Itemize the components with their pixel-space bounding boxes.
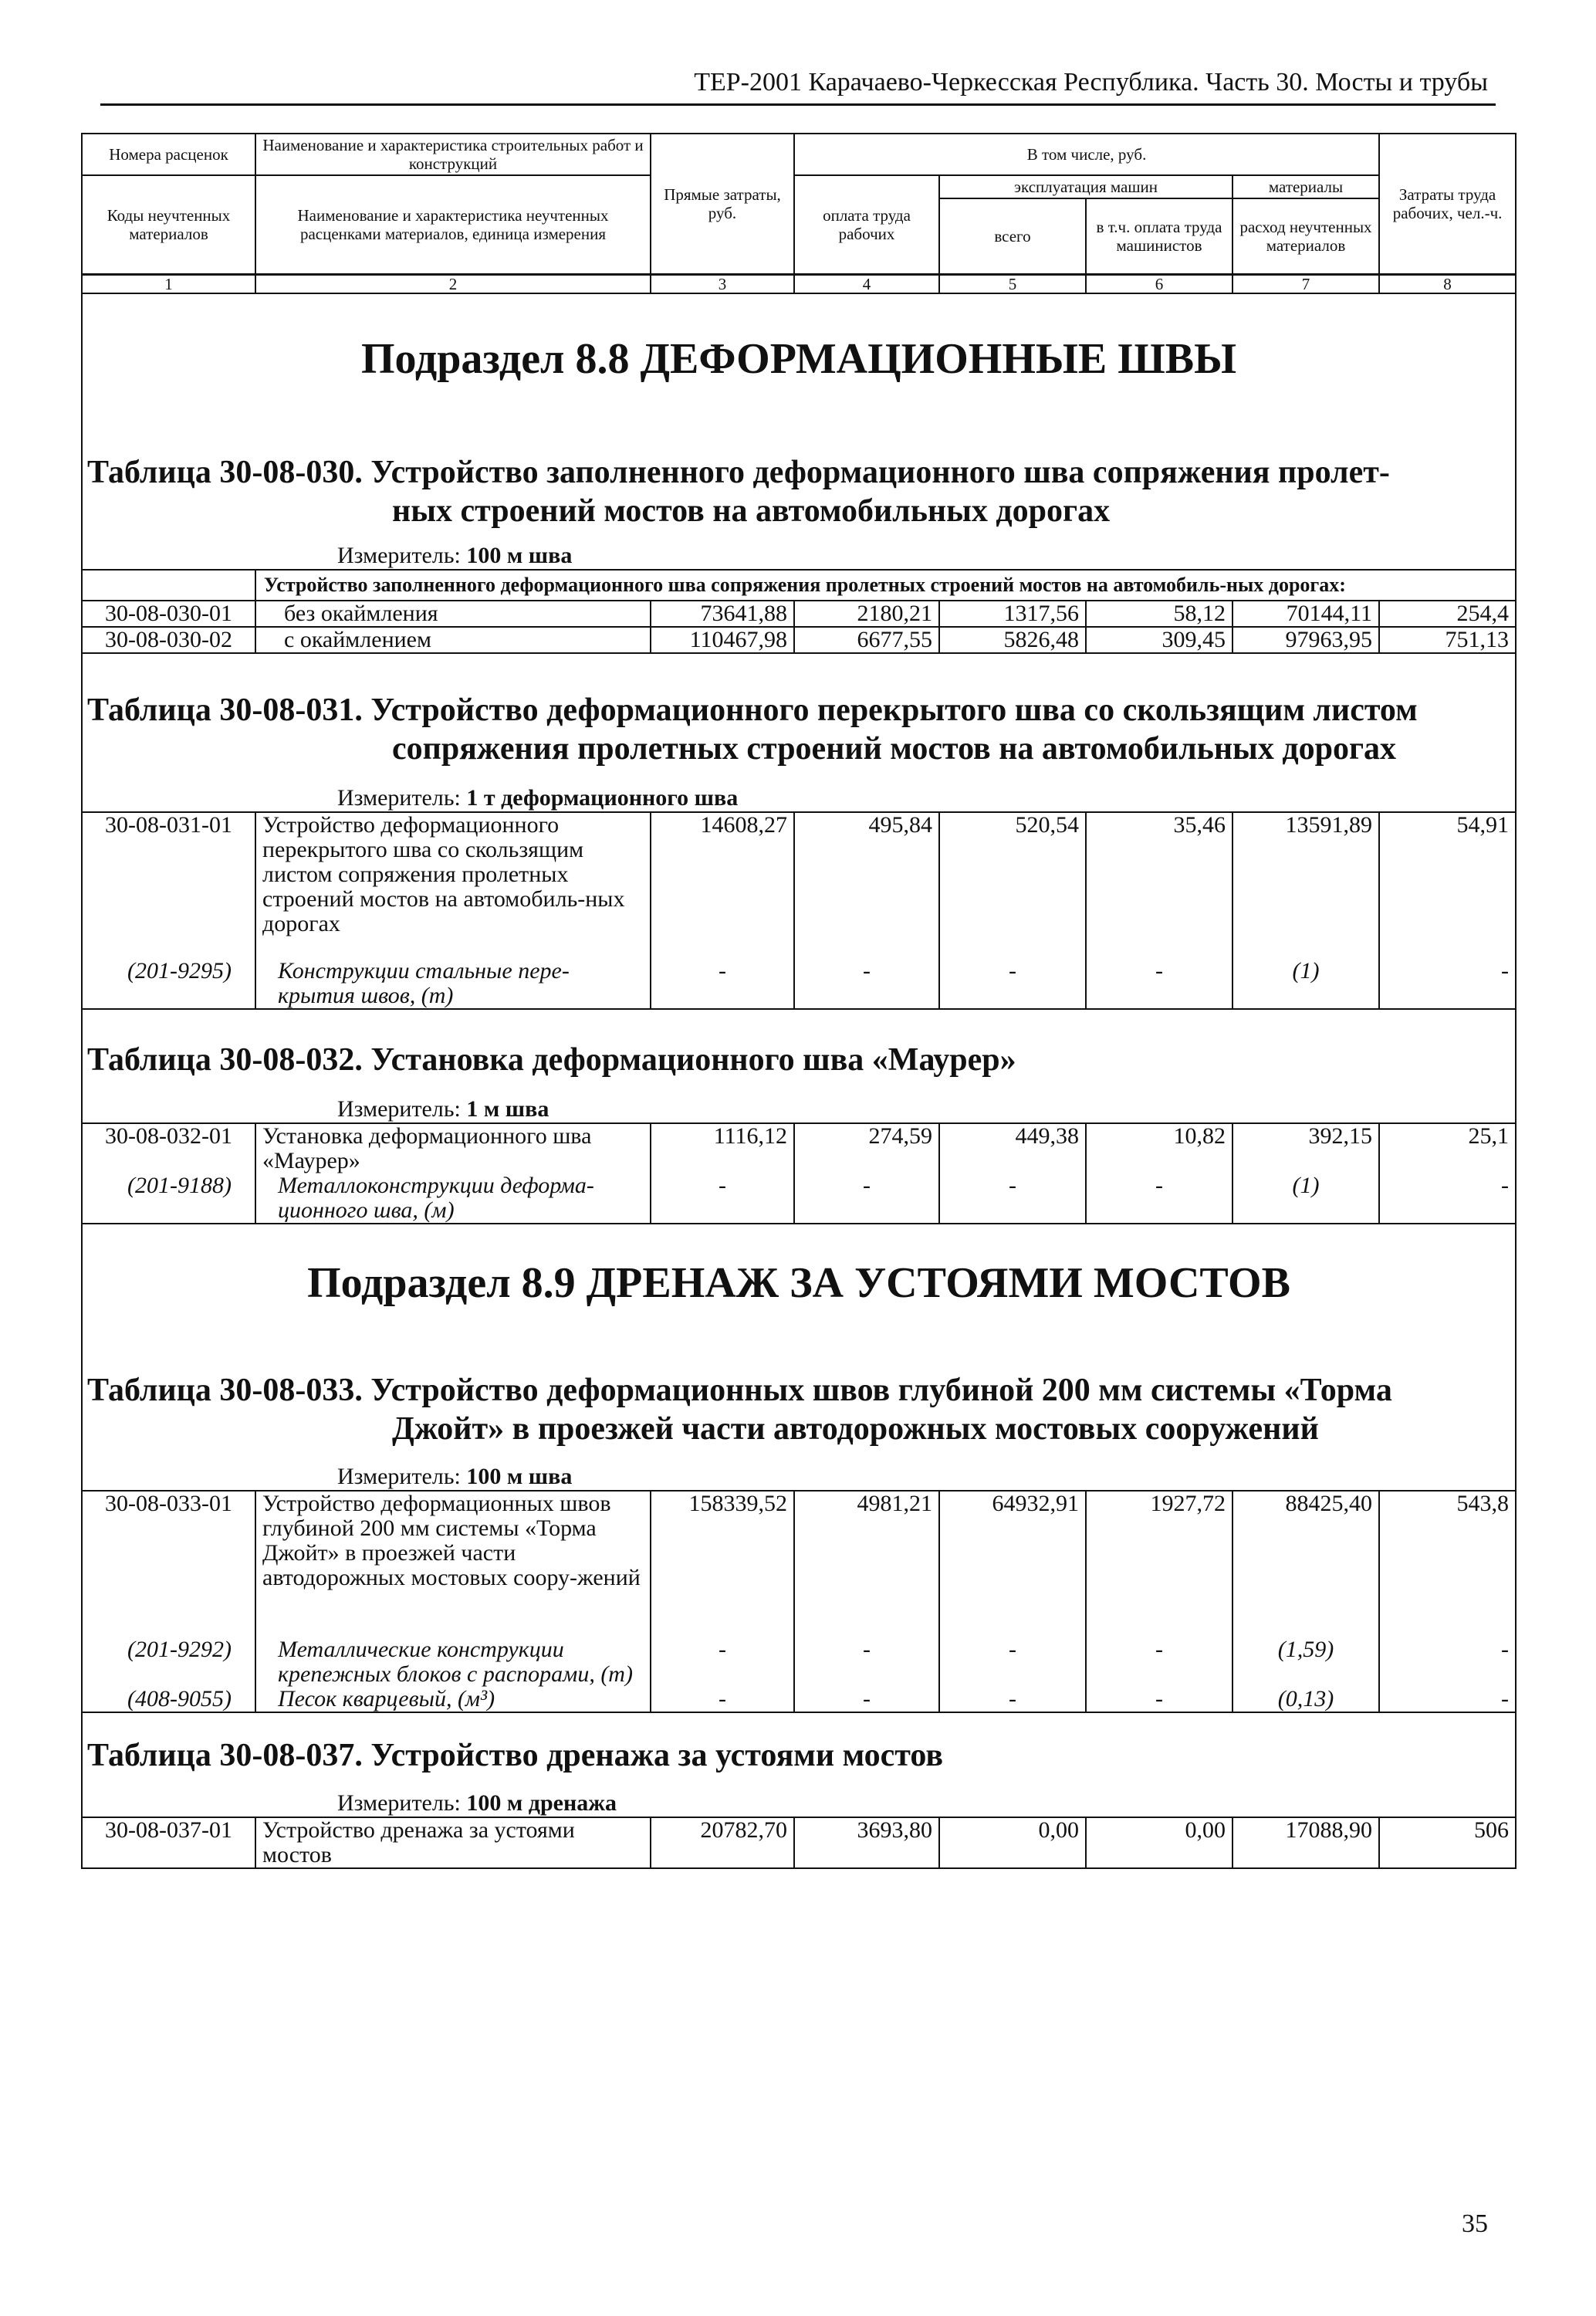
direct-costs: 158339,52 [651,1491,794,1637]
table-title [82,1712,1516,1781]
subheading: Устройство заполненного деформационного шва сопряжения пролетных строений мостов на автомобиль-ных дорогах: [255,570,1516,601]
table-title [82,1348,1516,1454]
resource-row [82,1637,1516,1687]
table-row [82,627,1516,653]
table-label: Таблица 30-08-031. [87,692,363,728]
materials: 17088,90 [1233,1817,1379,1868]
machines-wages: 10,82 [1086,1123,1233,1173]
table-title-line-1: Устройство заполненного деформационного шва сопряжения пролет- [370,454,1390,490]
measure-row [82,1454,1516,1491]
rate-name: Устройство деформационного перекрытого шва со скользящим листом сопряжения пролетных строений мостов на автомобиль-ных дорогах [255,812,651,959]
measure-label: Измеритель: [337,1789,461,1816]
labor: - [1379,1637,1516,1687]
header-name-bottom: Наименование и характеристика неучтенных расценками материалов, единица измерения [255,175,651,274]
wages: 495,84 [794,812,939,959]
machines-wages: 1927,72 [1086,1491,1233,1637]
rate-name: Устройство деформационных швов глубиной 200 мм системы «Торма Джойт» в проезжей части автодорожных мостовых соору-жений [255,1491,651,1637]
machines-total: 0,00 [939,1817,1086,1868]
table-label: Таблица 30-08-037. [87,1737,363,1773]
resource-row [82,959,1516,1009]
rate-code: 30-08-033-01 [82,1491,255,1637]
wages: 4981,21 [794,1491,939,1637]
table-row [82,1491,1516,1637]
col-num: 2 [255,274,651,293]
table-row [82,1817,1516,1868]
table-row [82,1123,1516,1173]
measure-label: Измеритель: [337,1463,461,1489]
col-num: 3 [651,274,794,293]
rate-code: 30-08-030-02 [82,627,255,653]
header-group: В том числе, руб. [794,134,1379,175]
machines-wages: 35,46 [1086,812,1233,959]
resource-code: (201-9292) [82,1637,255,1687]
machines-total: - [939,1173,1086,1224]
machines-total: 449,38 [939,1123,1086,1173]
resource-code: (201-9295) [82,959,255,1009]
materials: 88425,40 [1233,1491,1379,1637]
rate-name: Установка деформационного шва «Маурер» [255,1123,651,1173]
wages: - [794,1637,939,1687]
machines-wages: 58,12 [1086,601,1233,627]
machines-wages: 0,00 [1086,1817,1233,1868]
machines-wages: - [1086,959,1233,1009]
header-machines-wages: в т.ч. оплата труда машинистов [1086,198,1233,274]
col-num: 4 [794,274,939,293]
col-num: 7 [1233,274,1379,293]
materials: (1) [1233,959,1379,1009]
materials: 70144,11 [1233,601,1379,627]
materials: 97963,95 [1233,627,1379,653]
header-codes-top: Номера расценок [82,134,255,175]
labor: 254,4 [1379,601,1516,627]
machines-wages: 309,45 [1086,627,1233,653]
table-title-line-2: Джойт» в проезжей части автодорожных мостовых сооружений [392,1410,1319,1447]
table-label: Таблица 30-08-032. [87,1041,363,1078]
section-prefix: Подраздел 8.9 [307,1258,576,1307]
machines-total: - [939,1687,1086,1712]
rate-name: Устройство дренажа за устоями мостов [255,1817,651,1868]
wages: - [794,1687,939,1712]
table-label: Таблица 30-08-033. [87,1372,363,1408]
materials: 392,15 [1233,1123,1379,1173]
running-header: ТЕР-2001 Карачаево-Черкесская Республика. Часть 30. Мосты и трубы [694,68,1488,96]
machines-wages: - [1086,1637,1233,1687]
labor: 543,8 [1379,1491,1516,1637]
rates-table [81,133,1517,1869]
resource-code: (408-9055) [82,1687,255,1712]
wages: - [794,959,939,1009]
header-machines: эксплуатация машин [939,175,1233,198]
measure-row [82,537,1516,570]
direct-costs: - [651,959,794,1009]
rate-code: 30-08-030-01 [82,601,255,627]
col-num: 5 [939,274,1086,293]
rate-name: без окаймления [255,601,651,627]
col-num: 1 [82,274,255,293]
section-name: ДЕФОРМАЦИОННЫЕ ШВЫ [640,334,1237,383]
table-title-line-2: ных строений мостов на автомобильных дорогах [392,493,1111,529]
labor: - [1379,1173,1516,1224]
direct-costs: 110467,98 [651,627,794,653]
table-row [82,601,1516,627]
section-name: ДРЕНАЖ ЗА УСТОЯМИ МОСТОВ [586,1258,1290,1307]
measure-value: 1 т деформационного шва [466,784,739,811]
header-rule [100,103,1496,106]
resource-code: (201-9188) [82,1173,255,1224]
direct-costs: 20782,70 [651,1817,794,1868]
machines-total: - [939,959,1086,1009]
materials: 13591,89 [1233,812,1379,959]
wages: 3693,80 [794,1817,939,1868]
resource-name: Конструкции стальные пере-крытия швов, (т) [255,959,651,1009]
wages: 274,59 [794,1123,939,1173]
table-title-line-2: сопряжения пролетных строений мостов на автомобильных дорогах [392,730,1397,767]
measure-row [82,1085,1516,1123]
machines-total: 64932,91 [939,1491,1086,1637]
machines-total: 520,54 [939,812,1086,959]
measure-value: 100 м шва [466,1463,573,1489]
resource-row [82,1173,1516,1224]
measure-label: Измеритель: [337,542,461,568]
labor: 25,1 [1379,1123,1516,1173]
column-numbers [82,274,1516,293]
machines-wages: - [1086,1173,1233,1224]
wages: - [794,1173,939,1224]
wages: 6677,55 [794,627,939,653]
measure-value: 1 м шва [466,1095,549,1122]
header-row-1 [82,134,1516,175]
table-row [82,812,1516,959]
header-row-2 [82,175,1516,198]
materials: (1,59) [1233,1637,1379,1687]
direct-costs: - [651,1637,794,1687]
direct-costs: 14608,27 [651,812,794,959]
machines-total: 5826,48 [939,627,1086,653]
section-8-9 [82,1224,1516,1348]
table-title [82,424,1516,537]
page-number: 35 [1462,2209,1488,2238]
rate-code: 30-08-031-01 [82,812,255,959]
direct-costs: 1116,12 [651,1123,794,1173]
header-materials: материалы [1233,175,1379,198]
wages: 2180,21 [794,601,939,627]
table-title [82,653,1516,774]
materials: (1) [1233,1173,1379,1224]
labor: 751,13 [1379,627,1516,653]
direct-costs: 73641,88 [651,601,794,627]
rate-code: 30-08-037-01 [82,1817,255,1868]
section-prefix: Подраздел 8.8 [360,334,630,383]
labor: - [1379,1687,1516,1712]
table-label: Таблица 30-08-030. [87,454,363,490]
col-num: 8 [1379,274,1516,293]
table-title-line-1: Устройство дренажа за устоями мостов [370,1737,944,1773]
measure-value: 100 м дренажа [466,1789,617,1816]
resource-row [82,1687,1516,1712]
resource-name: Песок кварцевый, (м³) [255,1687,651,1712]
direct-costs: - [651,1687,794,1712]
resource-name: Металлические конструкции крепежных блоков с распорами, (т) [255,1637,651,1687]
machines-total: - [939,1637,1086,1687]
measure-row [82,774,1516,812]
measure-label: Измеритель: [337,1095,461,1122]
section-8-8 [82,293,1516,424]
labor: 506 [1379,1817,1516,1868]
table-title-line-1: Устройство деформационных швов глубиной 200 мм системы «Торма [370,1372,1392,1408]
labor: - [1379,959,1516,1009]
header-materials-sub: расход неучтенных материалов [1233,198,1379,274]
machines-total: 1317,56 [939,601,1086,627]
header-direct-costs: Прямые затраты, руб. [651,134,794,274]
subheading-row [82,570,1516,601]
labor: 54,91 [1379,812,1516,959]
table-title [82,1009,1516,1085]
measure-row [82,1781,1516,1817]
measure-value: 100 м шва [466,542,573,568]
table-title-line-1: Установка деформационного шва «Маурер» [370,1041,1016,1078]
rate-name: с окаймлением [255,627,651,653]
header-labor: Затраты труда рабочих, чел.-ч. [1379,134,1516,274]
direct-costs: - [651,1173,794,1224]
header-wages: оплата труда рабочих [794,175,939,274]
header-codes-bottom: Коды неучтенных материалов [82,175,255,274]
rate-code: 30-08-032-01 [82,1123,255,1173]
measure-label: Измеритель: [337,784,461,811]
header-machines-total: всего [939,198,1086,274]
materials: (0,13) [1233,1687,1379,1712]
table-title-line-1: Устройство деформационного перекрытого шва со скользящим листом [370,692,1418,728]
machines-wages: - [1086,1687,1233,1712]
col-num: 6 [1086,274,1233,293]
header-name-top: Наименование и характеристика строительных работ и конструкций [255,134,651,175]
resource-name: Металлоконструкции деформа-ционного шва, (м) [255,1173,651,1224]
